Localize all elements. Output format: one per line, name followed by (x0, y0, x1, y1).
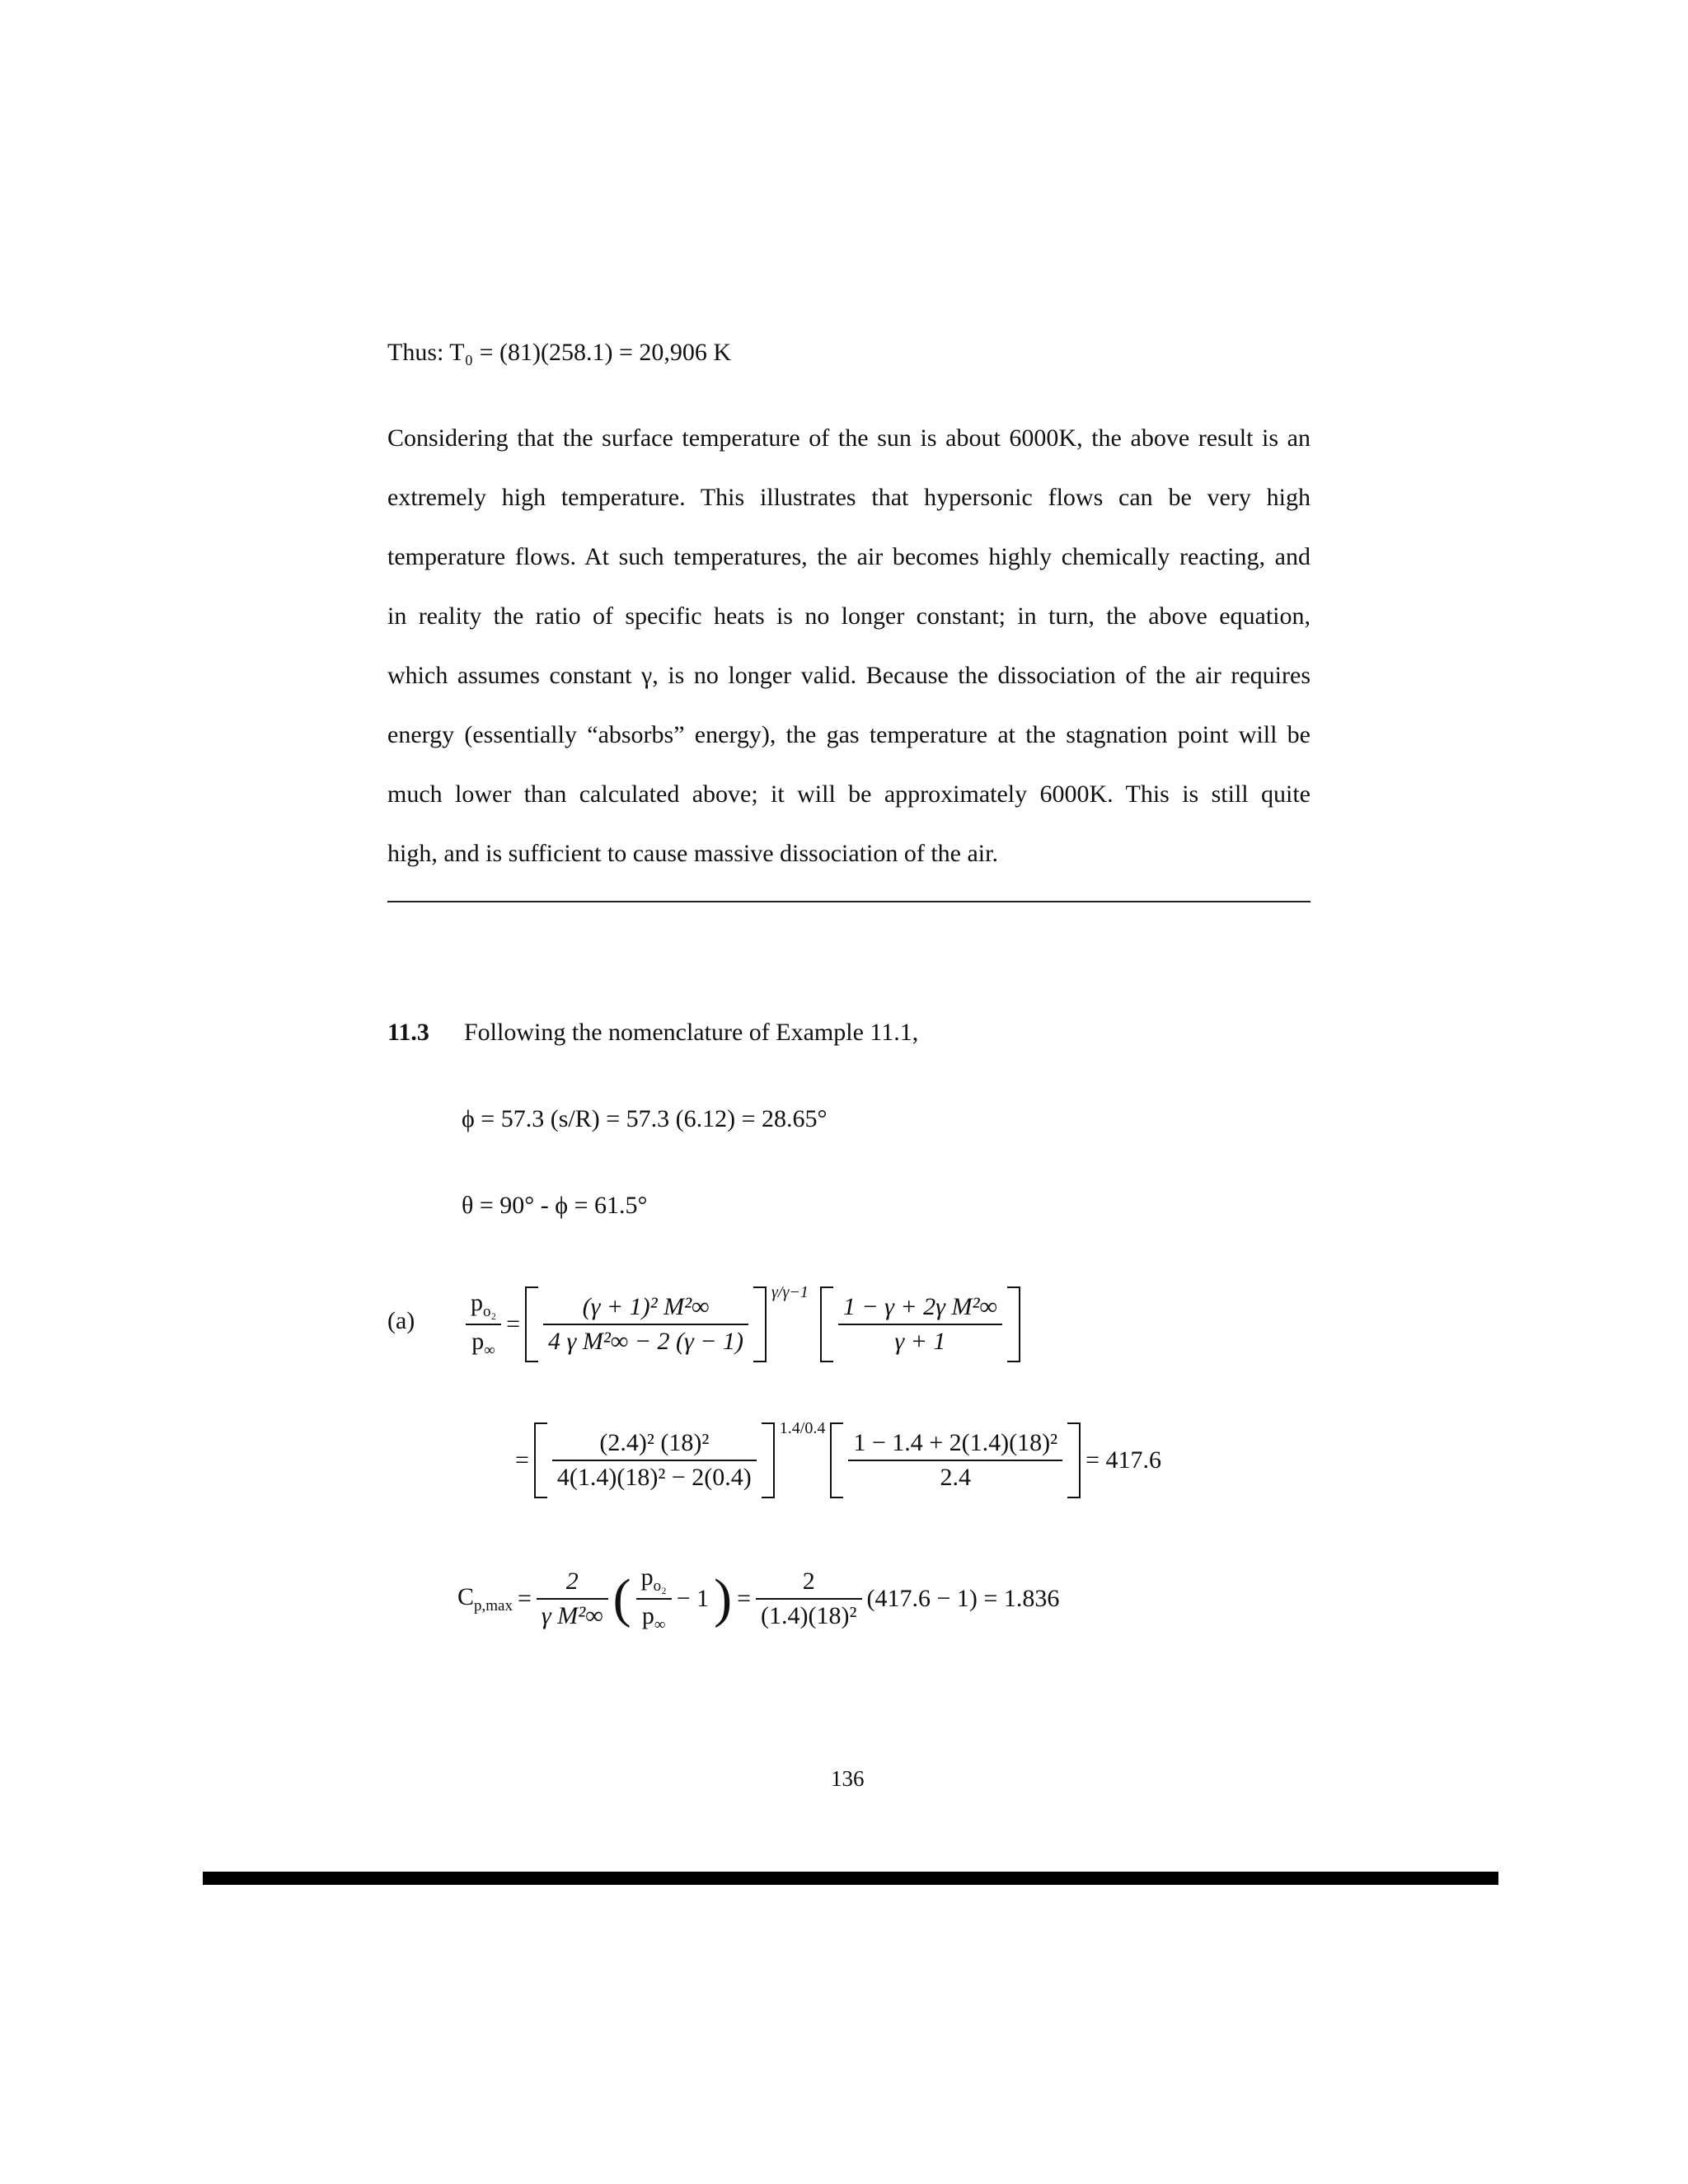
cp-pressure-ratio: $\frac{p_{o_2}}{p_\infty}$ (636, 1563, 672, 1634)
cp-max-equation: $C_{p,max}$ = $\frac{2}{\text{γ M²∞}}$ ( $\frac{p_{o_2}}{p_\infty}$ − 1 ) = $\frac{2}{\text{(1.4)(18)²}}$ (417.6 − 1) = 1.836 (457, 1563, 1060, 1633)
problem-number: 11.3 (387, 1019, 429, 1046)
paragraph-line: extremely high temperature. This illustrates that hypersonic flows can be very high (387, 484, 1311, 511)
first-factor: $\frac{\text{(γ + 1)² M²∞}}{\text{4 γ M²∞ − 2 (γ − 1)}}$ (543, 1293, 748, 1356)
right-bracket (1067, 1422, 1081, 1498)
left-bracket (525, 1286, 538, 1362)
cp-coefficient: $\frac{2}{\text{γ M²∞}}$ (537, 1568, 608, 1630)
right-bracket (762, 1422, 775, 1498)
left-bracket (820, 1286, 833, 1362)
paragraph-line: in reality the ratio of specific heats is no longer constant; in turn, the above equation, (387, 602, 1311, 630)
phi-equation: ϕ = 57.3 (s/R) = 57.3 (6.12) = 28.65° (462, 1105, 828, 1132)
section-divider (387, 901, 1311, 902)
paragraph-line: high, and is sufficient to cause massive dissociation of the air. (387, 840, 998, 867)
second-factor: $\frac{\text{1 − γ + 2γ M²∞}}{\gamma + 1}$ (838, 1293, 1002, 1356)
cp-max-symbol: $C_{p,max}$ (457, 1582, 513, 1615)
thus-line: Thus: T₀ = (81)(258.1) = 20,906 K (387, 339, 732, 366)
paragraph-line: much lower than calculated above; it will be approximately 6000K. This is still quite (387, 780, 1311, 808)
left-bracket (830, 1422, 843, 1498)
page-number: 136 (831, 1766, 865, 1791)
paragraph-line: which assumes constant γ, is no longer valid. Because the dissociation of the air requires (387, 662, 1311, 689)
pressure-ratio-result: = 417.6 (1085, 1446, 1162, 1474)
exponent: 1.4/0.4 (779, 1419, 826, 1437)
page-bottom-bar (203, 1872, 1498, 1885)
paragraph-line: Considering that the surface temperature of the sun is about 6000K, the above result is an (387, 424, 1311, 452)
right-bracket (1007, 1286, 1020, 1362)
cp-numeric-coefficient: $\frac{2}{\text{(1.4)(18)²}}$ (756, 1568, 861, 1630)
paragraph-line: energy (essentially “absorbs” energy), the gas temperature at the stagnation point will be (387, 721, 1311, 748)
pressure-ratio-numeric: = $\frac{\text{(2.4)² (18)²}}{\text{4(1.4)(18)² − 2(0.4)}}$ 1.4/0.4 $\frac{\text{1 − 1.4 + 2(1.4)(18)²}}{2.4}$ = 417.6 (515, 1419, 1166, 1502)
cp-max-result: (417.6 − 1) = 1.836 (866, 1585, 1060, 1612)
pressure-ratio-equation: $\frac{p_{o_2}}{p_\infty}$ = $\frac{\text{(γ + 1)² M²∞}}{\text{4 γ M²∞ − 2 (γ − 1)}}$ γ/γ−1 $\frac{\text{1 − γ + 2γ M²∞}}{\gamma + 1}$ (466, 1283, 1025, 1366)
part-label: (a) (387, 1307, 415, 1334)
second-factor-numeric: $\frac{\text{1 − 1.4 + 2(1.4)(18)²}}{2.4}$ (848, 1429, 1062, 1492)
exponent: γ/γ−1 (771, 1283, 809, 1301)
theta-equation: θ = 90° - ϕ = 61.5° (462, 1192, 648, 1219)
right-bracket (753, 1286, 767, 1362)
pressure-ratio-lhs: $\frac{p_{o_2}}{p_\infty}$ (466, 1289, 501, 1360)
paragraph-line: temperature flows. At such temperatures, the air becomes highly chemically reacting, and (387, 543, 1311, 570)
first-factor-numeric: $\frac{\text{(2.4)² (18)²}}{\text{4(1.4)(18)² − 2(0.4)}}$ (552, 1429, 757, 1492)
discussion-paragraph (387, 409, 1311, 883)
left-bracket (534, 1422, 547, 1498)
problem-intro: Following the nomenclature of Example 11.1, (464, 1019, 919, 1046)
